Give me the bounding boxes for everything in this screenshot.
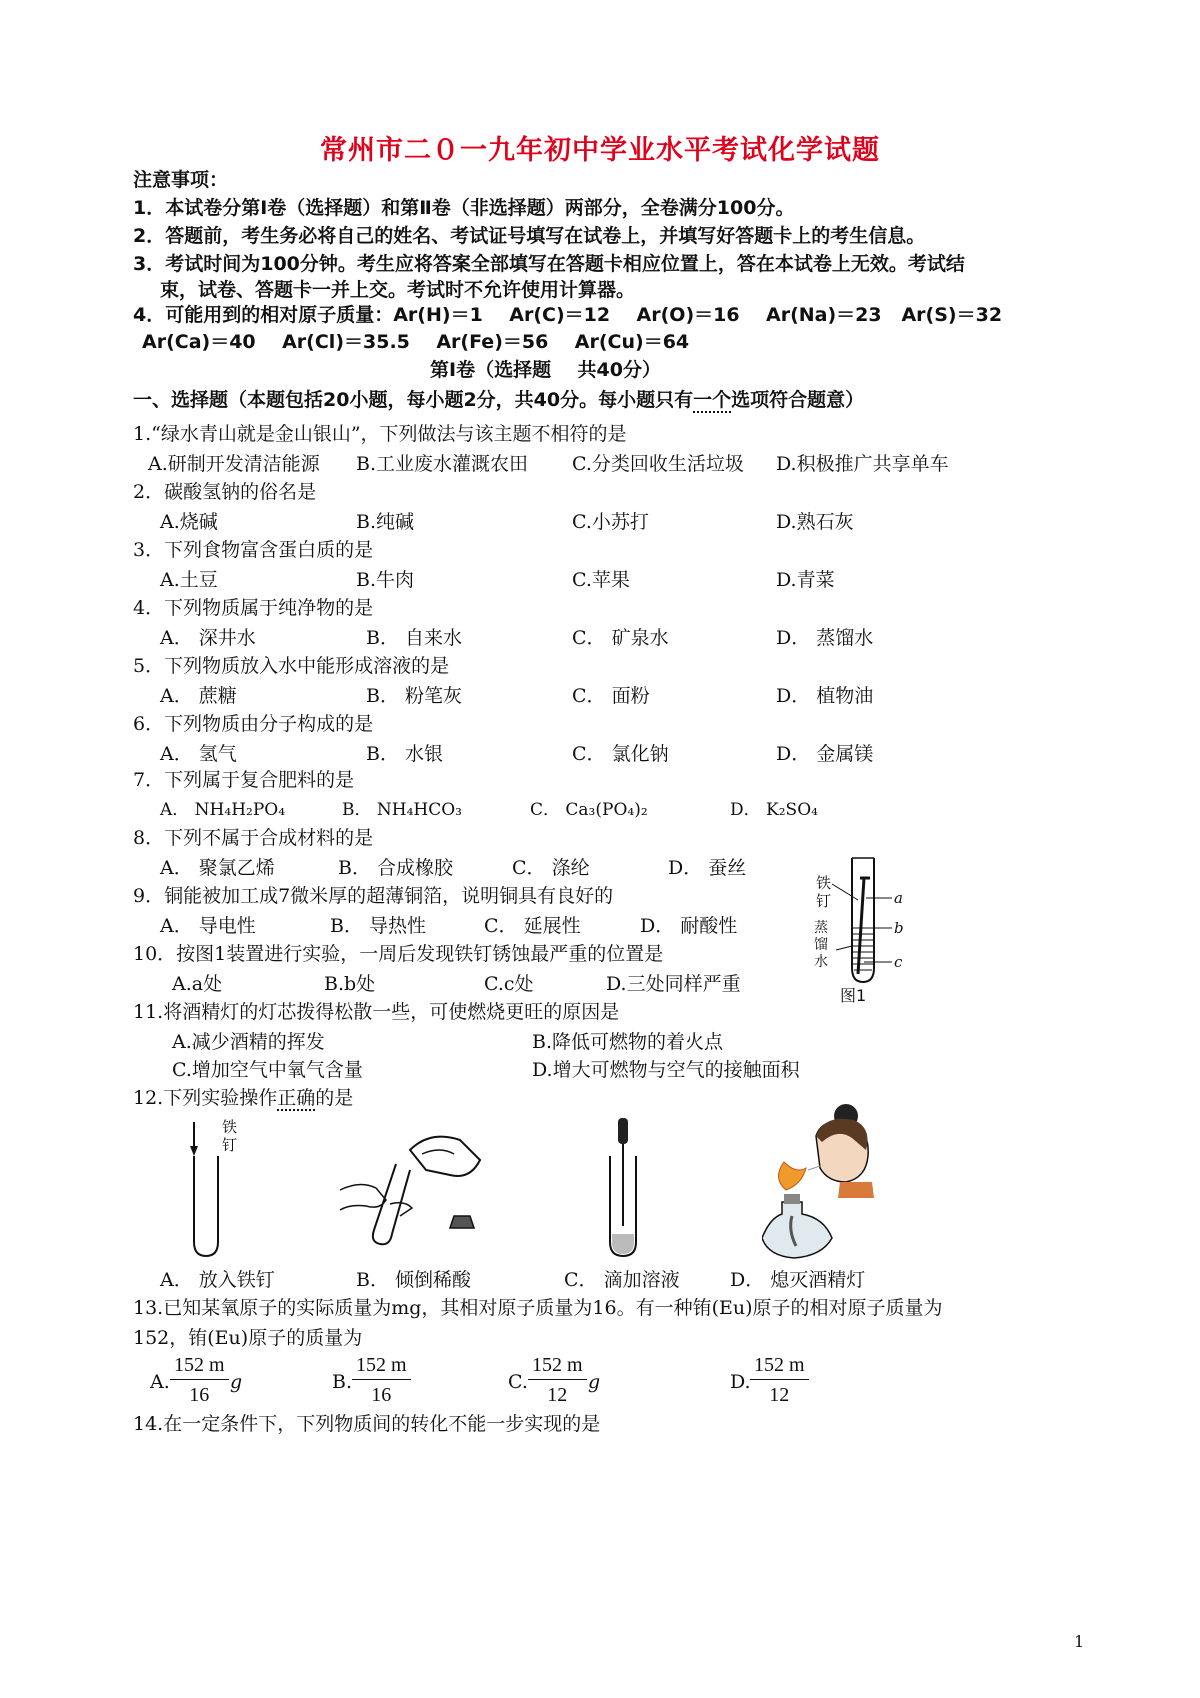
q12-stem-emphasis: 正确: [277, 1087, 316, 1109]
q6-option-b: B． 水银: [366, 743, 444, 765]
illustration-a-nail-label: 铁钉: [222, 1118, 238, 1154]
q13-option-a-fraction: [170, 1354, 229, 1407]
q8-stem: 8．下列不属于合成材料的是: [133, 827, 374, 849]
q10-option-a: A.a处: [172, 973, 223, 995]
q10-option-b: B.b处: [324, 973, 376, 995]
q13-option-b-label: B.: [332, 1371, 353, 1393]
illustration-c-dropper: [594, 1116, 654, 1262]
q9-option-b: B． 导热性: [330, 915, 427, 937]
q11-option-d: D.增大可燃物与空气的接触面积: [532, 1059, 800, 1081]
q1-option-a: A.研制开发清洁能源: [148, 453, 320, 475]
q8-option-c: C． 涤纶: [512, 857, 590, 879]
q5-option-a: A． 蔗糖: [160, 685, 237, 707]
q13-option-d-label: D.: [730, 1371, 751, 1393]
page-title: 常州市二０一九年初中学业水平考试化学试题: [320, 135, 880, 166]
illustration-b-pouring-acid: [330, 1120, 490, 1260]
q9-option-a: A． 导电性: [160, 915, 256, 937]
q7-stem: 7．下列属于复合肥料的是: [133, 769, 355, 791]
illustration-d-blow-out-lamp: [762, 1098, 882, 1266]
q1-option-c: C.分类回收生活垃圾: [572, 453, 744, 475]
page-number: 1: [1074, 1632, 1085, 1651]
q13-option-c-unit: g: [588, 1371, 601, 1393]
q7-option-d: D． K₂SO₄: [730, 800, 818, 820]
q13-option-d-numerator: 152 m: [750, 1354, 809, 1380]
q13-line-2: 152，铕(Eu)原子的质量为: [133, 1327, 363, 1349]
section-heading: 第Ⅰ卷（选择题 共40分）: [430, 359, 661, 381]
q12-option-d: D． 熄灭酒精灯: [730, 1269, 866, 1291]
q12-stem-post: 的是: [315, 1087, 354, 1109]
note-3a: 3．考试时间为100分钟。考生应将答案全部填写在答题卡相应位置上，答在本试卷上无效。考试结: [133, 253, 965, 275]
note-1: 1．本试卷分第Ⅰ卷（选择题）和第Ⅱ卷（非选择题）两部分，全卷满分100分。: [133, 197, 795, 219]
fig1-label-b: b: [894, 919, 904, 937]
fig1-label-nail: 铁钉: [816, 874, 832, 910]
q13-option-b-numerator: 152 m: [352, 1354, 411, 1380]
q4-option-c: C． 矿泉水: [572, 627, 669, 649]
q13-option-a-label: A.: [150, 1371, 170, 1393]
part-heading-post: 选项符合题意）: [731, 389, 865, 411]
q3-stem: 3．下列食物富含蛋白质的是: [133, 539, 374, 561]
q4-option-a: A． 深井水: [160, 627, 256, 649]
q12-option-a: A． 放入铁钉: [160, 1269, 275, 1291]
q5-option-d: D． 植物油: [776, 685, 874, 707]
q13-option-c-label: C.: [508, 1371, 528, 1393]
q5-stem: 5．下列物质放入水中能形成溶液的是: [133, 655, 450, 677]
q6-option-c: C． 氯化钠: [572, 743, 669, 765]
q6-option-a: A． 氢气: [160, 743, 237, 765]
q8-option-a: A． 聚氯乙烯: [160, 857, 275, 879]
fig1-label-water: 蒸馏水: [814, 920, 828, 970]
q13-option-c-fraction: [528, 1354, 587, 1407]
fig1-caption: 图1: [840, 986, 867, 1005]
q13-option-a-unit: g: [230, 1371, 243, 1393]
q13-option-a-numerator: 152 m: [170, 1354, 229, 1380]
q13-option-b-fraction: [352, 1354, 411, 1407]
part-heading-pre: 一、选择题（本题包括20小题，每小题2分，共40分。每小题只有: [133, 389, 694, 411]
note-2: 2．答题前，考生务必将自己的姓名、考试证号填写在试卷上，并填写好答题卡上的考生信息。: [133, 225, 926, 247]
q13-option-a-denominator: 16: [189, 1384, 210, 1406]
q10-stem: 10．按图1装置进行实验，一周后发现铁钉锈蚀最严重的位置是: [133, 943, 664, 965]
q13-option-b-denominator: 16: [371, 1384, 392, 1406]
q2-option-a: A.烧碱: [160, 511, 218, 533]
q13-option-d-fraction: [750, 1354, 809, 1407]
q3-option-d: D.青菜: [776, 569, 835, 591]
q13-line-1: 13.已知某氧原子的实际质量为mg，其相对原子质量为16。有一种铕(Eu)原子的相对原子质量为: [133, 1297, 943, 1319]
q12-stem-pre: 12.下列实验操作: [133, 1087, 278, 1109]
q11-option-a: A.减少酒精的挥发: [172, 1031, 325, 1053]
fig1-label-c: c: [894, 953, 903, 971]
part-heading: [133, 388, 864, 412]
part-heading-emphasis: 一个: [693, 389, 732, 411]
q6-option-d: D． 金属镁: [776, 743, 874, 765]
q4-option-b: B． 自来水: [366, 627, 463, 649]
q9-option-d: D． 耐酸性: [640, 915, 738, 937]
q5-option-b: B． 粉笔灰: [366, 685, 463, 707]
q12-option-b: B． 倾倒稀酸: [356, 1269, 472, 1291]
q14-stem: 14.在一定条件下，下列物质间的转化不能一步实现的是: [133, 1413, 601, 1435]
q9-stem: 9．铜能被加工成7微米厚的超薄铜箔，说明铜具有良好的: [133, 885, 614, 907]
q6-stem: 6．下列物质由分子构成的是: [133, 713, 374, 735]
q12-option-c: C． 滴加溶液: [564, 1269, 680, 1291]
q11-option-c: C.增加空气中氧气含量: [172, 1059, 363, 1081]
q8-option-b: B． 合成橡胶: [338, 857, 454, 879]
q7-option-b: B． NH₄HCO₃: [342, 800, 462, 820]
q4-option-d: D． 蒸馏水: [776, 627, 874, 649]
q2-stem: 2．碳酸氢钠的俗名是: [133, 481, 317, 503]
note-4b: Ar(Ca)＝40 Ar(Cl)＝35.5 Ar(Fe)＝56 Ar(Cu)＝64: [142, 331, 690, 353]
q13-option-d-denominator: 12: [769, 1384, 790, 1406]
q2-option-c: C.小苏打: [572, 511, 649, 533]
q8-option-d: D． 蚕丝: [668, 857, 747, 879]
illustration-a-nail-in-tube: [186, 1116, 246, 1262]
note-4a: 4．可能用到的相对原子质量：Ar(H)＝1 Ar(C)＝12 Ar(O)＝16 Ar(Na)＝23 Ar(S)＝32: [133, 304, 1003, 326]
q1-option-d: D.积极推广共享单车: [776, 453, 949, 475]
q10-option-d: D.三处同样严重: [606, 973, 741, 995]
q9-option-c: C． 延展性: [484, 915, 581, 937]
q4-stem: 4．下列物质属于纯净物的是: [133, 597, 374, 619]
note-3b: 束，试卷、答题卡一并上交。考试时不允许使用计算器。: [160, 279, 636, 301]
q5-option-c: C． 面粉: [572, 685, 650, 707]
q7-option-a: A． NH₄H₂PO₄: [160, 800, 286, 820]
q12-stem: [133, 1086, 353, 1110]
q1-stem: 1.“绿水青山就是金山银山”，下列做法与该主题不相符的是: [133, 423, 627, 445]
q2-option-b: B.纯碱: [356, 511, 415, 533]
notes-heading: 注意事项：: [133, 169, 229, 191]
q11-stem: 11.将酒精灯的灯芯拨得松散一些，可使燃烧更旺的原因是: [133, 1001, 620, 1023]
q11-option-b: B.降低可燃物的着火点: [532, 1031, 724, 1053]
q3-option-a: A.土豆: [160, 569, 218, 591]
q2-option-d: D.熟石灰: [776, 511, 854, 533]
q3-option-c: C.苹果: [572, 569, 630, 591]
q13-option-c-denominator: 12: [547, 1384, 568, 1406]
q13-option-c-numerator: 152 m: [528, 1354, 587, 1380]
q3-option-b: B.牛肉: [356, 569, 415, 591]
figure-1: [806, 850, 926, 1010]
q7-option-c: C． Ca₃(PO₄)₂: [530, 800, 648, 820]
q1-option-b: B.工业废水灌溉农田: [356, 453, 529, 475]
fig1-label-a: a: [894, 889, 903, 907]
q10-option-c: C.c处: [484, 973, 534, 995]
